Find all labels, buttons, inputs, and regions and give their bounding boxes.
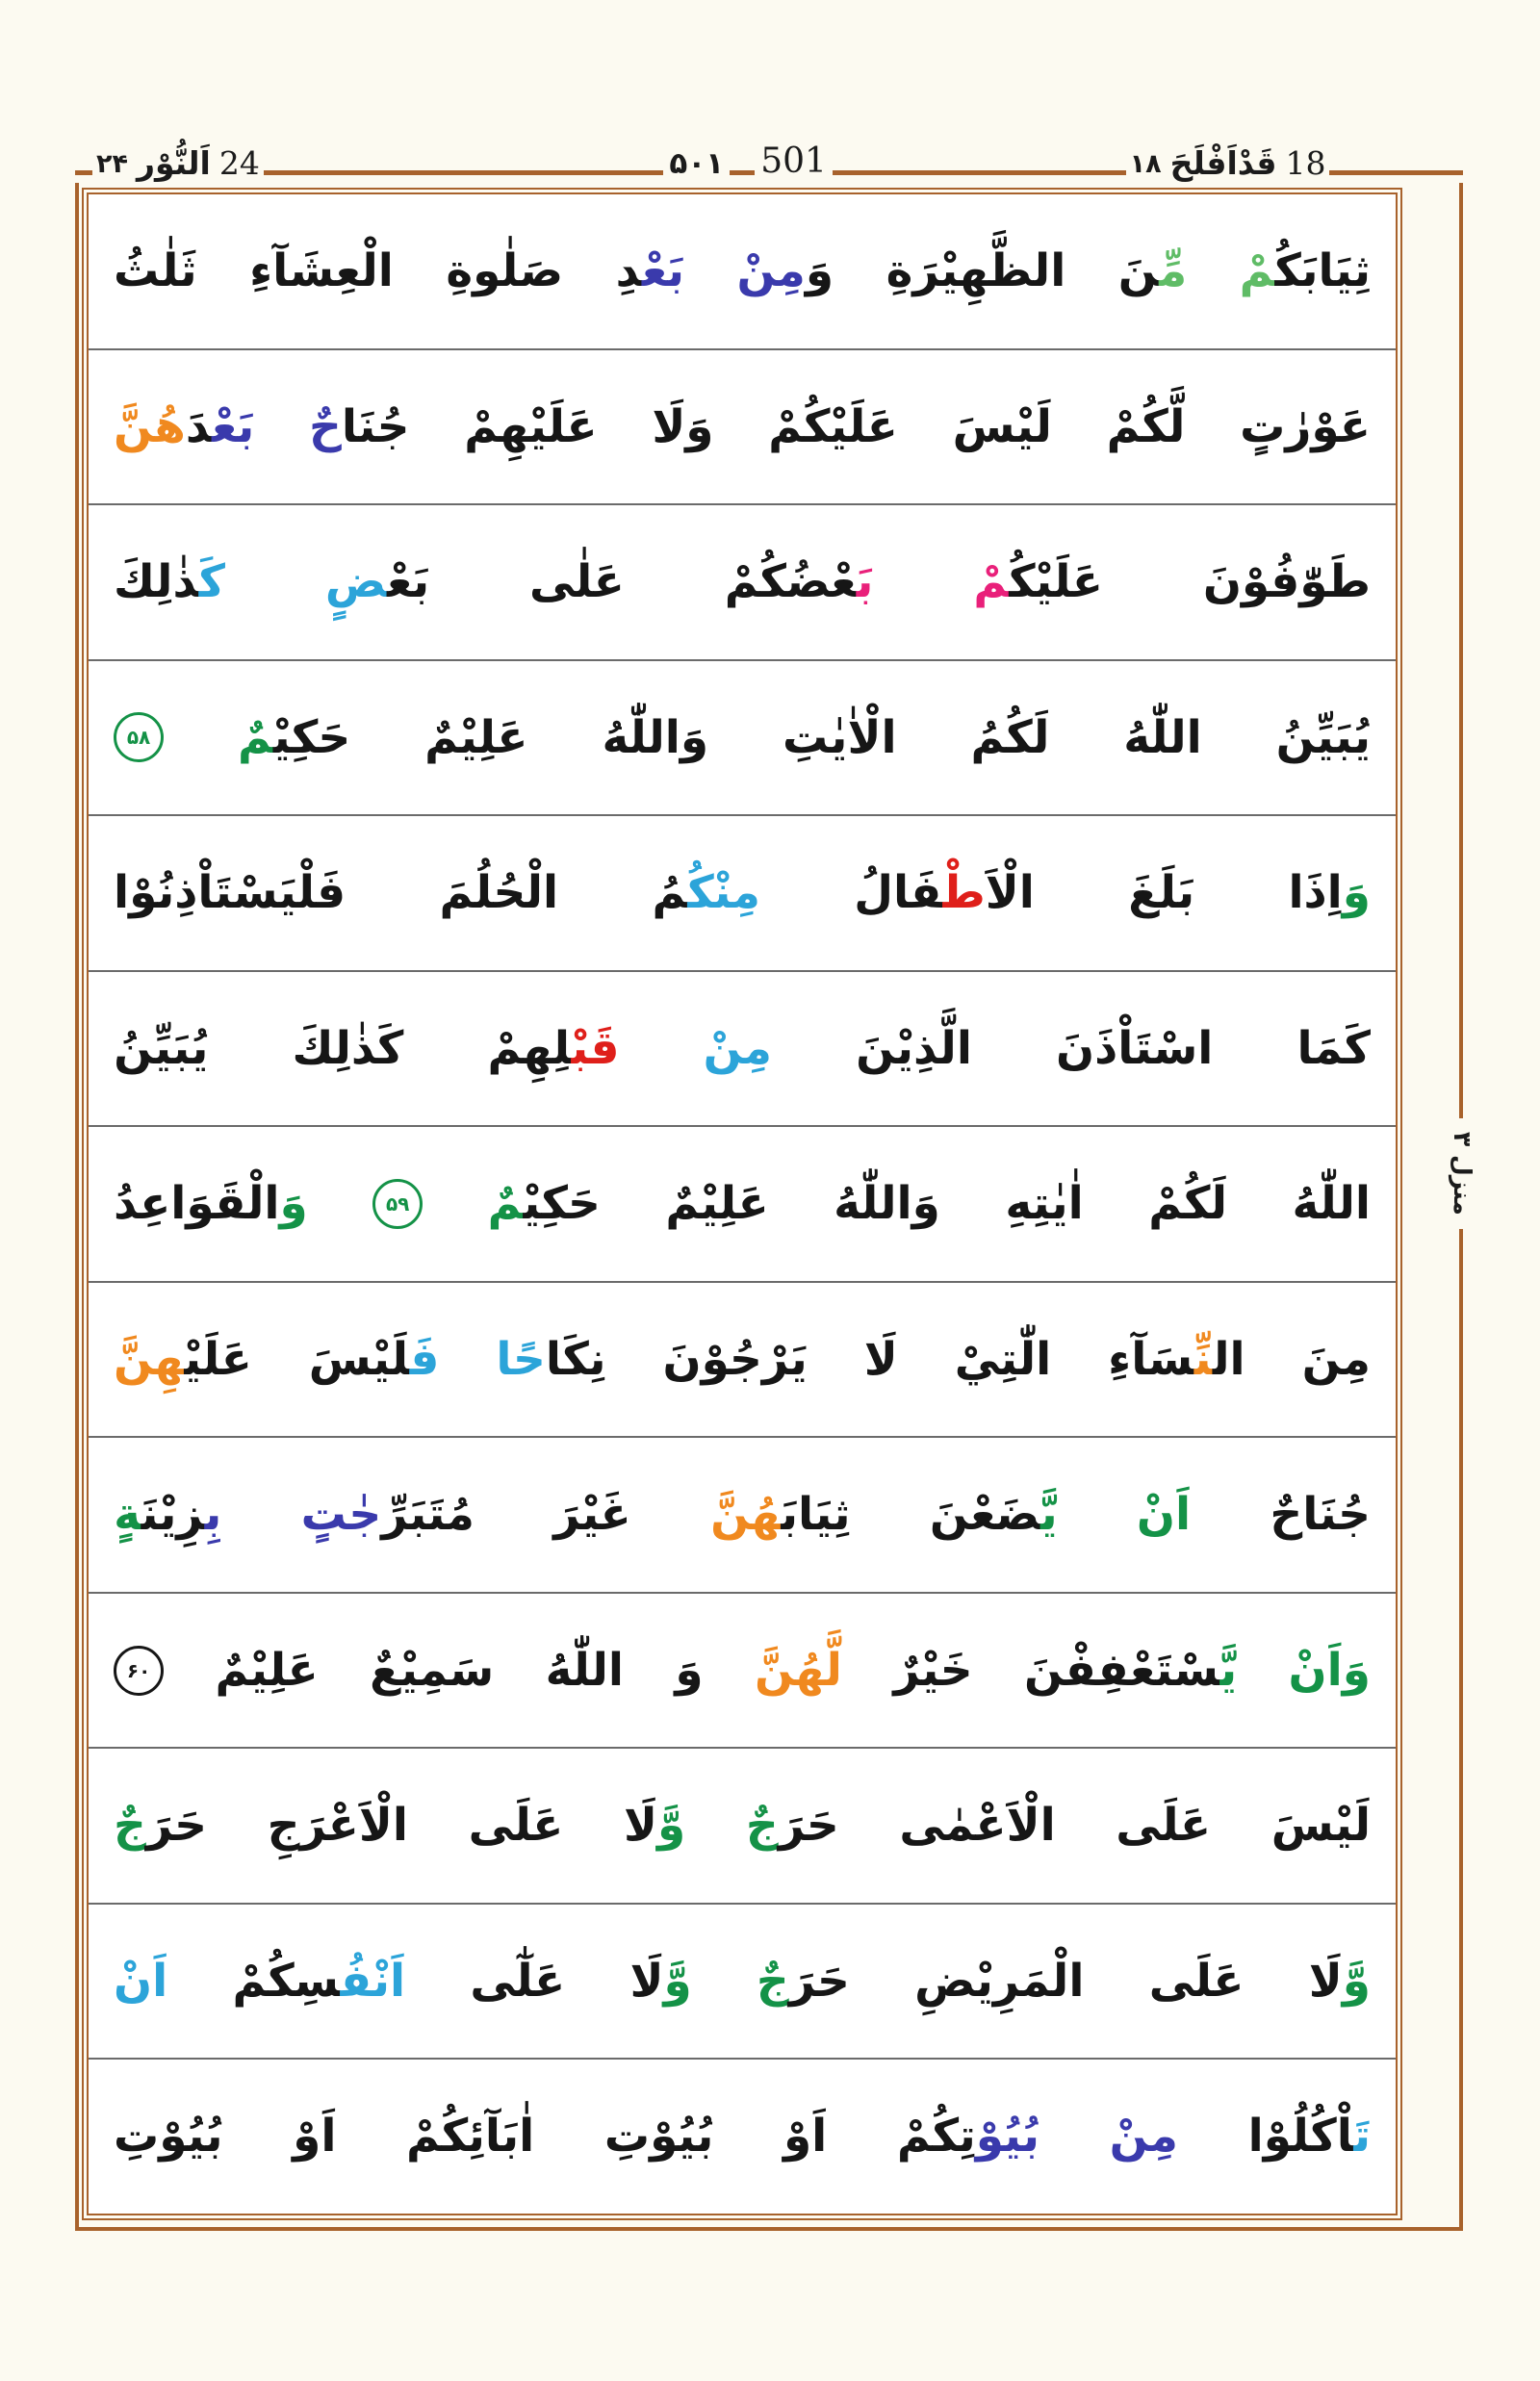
text-segment: اِذَا: [1288, 866, 1343, 920]
text-segment: عَلَى: [1116, 1799, 1212, 1853]
word: [1110, 2093, 1178, 2179]
manzil-label: منزل ۳: [1448, 1118, 1477, 1229]
text-segment: دَ: [185, 399, 213, 453]
word: [725, 539, 874, 625]
word: [893, 1627, 972, 1713]
text-segment: سَمِيْعٌ: [370, 1643, 495, 1697]
text-segment: حَرَ: [788, 1954, 850, 2008]
word: [546, 1627, 624, 1713]
page-number-arabic: ۵۰۱: [669, 146, 725, 181]
word: [746, 1782, 839, 1868]
word: [1203, 539, 1371, 625]
word: [446, 228, 563, 314]
juz-title: [1126, 144, 1330, 182]
word: [1240, 384, 1371, 470]
text-segment: دِ: [615, 244, 642, 298]
text-segment: اَنْفُ: [340, 1954, 406, 2008]
word: [1118, 228, 1187, 314]
text-segment: جٰتٍ: [300, 1488, 382, 1542]
word: [856, 1006, 972, 1091]
text-segment: الْاَ: [985, 866, 1035, 920]
word: [834, 1161, 940, 1246]
text-segment: جٌ: [745, 1799, 779, 1853]
text-segment: اٰيٰتِهِ: [1005, 1177, 1084, 1231]
text-segment: عَلَيْكُ: [1009, 555, 1104, 609]
word: [736, 228, 834, 314]
word: [652, 850, 759, 935]
text-segment: اللّٰهُ: [1292, 1177, 1371, 1231]
word: [1302, 1317, 1371, 1402]
word: [370, 1627, 494, 1713]
text-segment: بُيُوْتِ: [603, 2110, 714, 2163]
word: [232, 1938, 405, 2024]
page-header: [75, 117, 1463, 182]
text-segment: الّٰتِيْ: [954, 1332, 1052, 1386]
word: [114, 1782, 207, 1868]
text-segment: عَلَيْ: [184, 1332, 252, 1386]
text-segment: وَّ: [1342, 1954, 1371, 2008]
word: [268, 1782, 408, 1868]
text-segment: اللّٰهُ: [545, 1643, 625, 1697]
text-segment: عَلٰٓى: [470, 1954, 566, 2008]
surah-name: اَلنُّوْر: [136, 144, 211, 182]
word: [1128, 850, 1194, 935]
word: [114, 1006, 208, 1091]
text-segment: لِهِمْ: [487, 1021, 572, 1075]
word: [1276, 695, 1371, 781]
text-segment: ذٰلِكَ: [114, 555, 199, 609]
text-segment: عَلَى: [1148, 1954, 1245, 2008]
text-segment: مْ: [973, 555, 1010, 609]
word: [783, 2093, 827, 2179]
text-segment: زِيْنَ: [141, 1488, 205, 1542]
text-segment: سْتَعْفِفْنَ: [1024, 1643, 1220, 1697]
text-segment: نِّ: [1194, 1332, 1213, 1386]
text-segment: مِنْكُ: [687, 866, 760, 920]
word: [1289, 1627, 1371, 1713]
text-segment: مِنْ: [1109, 2110, 1179, 2163]
text-segment: كَمَا: [1296, 1021, 1371, 1075]
text-segment: ضَعْنَ: [929, 1488, 1040, 1542]
text-segment: الْاٰيٰتِ: [783, 710, 897, 764]
text-segment: جٌ: [114, 1799, 146, 1853]
word: [675, 1627, 703, 1713]
text-segment: مٌ: [237, 710, 273, 764]
quran-line: [89, 503, 1396, 659]
text-segment: لَا: [1308, 1954, 1343, 2008]
text-segment: وَاللّٰهُ: [834, 1177, 940, 1231]
word: [755, 1627, 842, 1713]
word: [1271, 1782, 1371, 1868]
text-segment: ثَلٰثُ: [114, 244, 197, 298]
word: [1270, 1472, 1371, 1557]
word: [1288, 850, 1371, 935]
word: [1248, 2093, 1371, 2179]
quran-line: [89, 1125, 1396, 1281]
text-segment: بِ: [204, 1488, 222, 1542]
word: [1116, 1782, 1211, 1868]
quran-line: [89, 1747, 1396, 1903]
word: [768, 384, 898, 470]
text-segment: نَ: [1117, 244, 1160, 298]
text-segment: بَ: [856, 555, 874, 609]
text-segment: عَلٰى: [529, 555, 625, 609]
header-rule: [75, 170, 92, 175]
quran-line: [89, 1436, 1396, 1592]
text-segment: مُ: [652, 866, 688, 920]
text-segment: لَكُمُ: [970, 710, 1050, 764]
text-segment: حَرَ: [145, 1799, 208, 1853]
text-segment: وَّ: [663, 1954, 692, 2008]
word: [114, 384, 254, 470]
text-segment: عْضُكُمْ: [724, 555, 857, 609]
word: [604, 2093, 714, 2179]
word: [1024, 1627, 1237, 1713]
text-segment: ثِيَابَكُ: [1274, 244, 1371, 298]
juz-number-urdu: ۱۸: [1129, 149, 1162, 179]
text-segment: طْ: [942, 866, 986, 920]
text-segment: جٌ: [756, 1954, 789, 2008]
text-segment: وَ: [675, 1643, 704, 1697]
word: [652, 384, 713, 470]
word: [215, 1627, 318, 1713]
word: [953, 384, 1052, 470]
word: [665, 1161, 768, 1246]
text-segment: الْقَوَاعِدُ: [114, 1177, 280, 1231]
text-segment: ثِيَابَ: [781, 1488, 851, 1542]
word: [1149, 1938, 1245, 2024]
word: [1056, 1006, 1213, 1091]
text-segment: عَلِيْمٌ: [424, 710, 528, 764]
word: [662, 1317, 807, 1402]
word: [886, 228, 1066, 314]
juz-name: قَدْاَفْلَحَ: [1169, 144, 1277, 182]
word: [114, 539, 225, 625]
word: [1309, 1938, 1371, 2024]
text-segment: هُنَّ: [710, 1488, 782, 1542]
word: [529, 539, 625, 625]
word: [1123, 695, 1201, 781]
text-segment: ال: [1212, 1332, 1245, 1386]
header-rule: [1329, 170, 1463, 175]
word: [292, 1006, 403, 1091]
word: [114, 1938, 167, 2024]
word: [783, 695, 897, 781]
verse-marker: ۵۸: [114, 712, 164, 762]
text-segment: عَلِيْمٌ: [665, 1177, 769, 1231]
word: [469, 1782, 564, 1868]
text-segment: وَاَنْ: [1288, 1643, 1371, 1697]
text-segment: قَبْ: [571, 1021, 620, 1075]
word: [301, 1472, 475, 1557]
text-segment: مِّ: [1159, 244, 1188, 298]
quran-line: [89, 1592, 1396, 1748]
text-segment: لَا: [624, 1799, 657, 1853]
word: [439, 850, 558, 935]
word: [406, 2093, 534, 2179]
word: [704, 1006, 772, 1091]
text-segment: حٌ: [308, 399, 342, 453]
header-rule: [730, 170, 755, 175]
text-segment: بَلَغَ: [1128, 866, 1195, 920]
text-segment: سَآءِ: [1108, 1332, 1194, 1386]
inner-frame: [87, 192, 1398, 2215]
text-segment: الَّذِيْنَ: [856, 1021, 972, 1075]
text-segment: تَ: [1353, 2110, 1371, 2163]
word: [757, 1938, 850, 2024]
text-segment: وَلَا: [652, 399, 714, 453]
text-segment: الظَّهِيْرَةِ: [886, 244, 1066, 298]
quran-line: [89, 814, 1396, 970]
text-segment: حًا: [496, 1332, 546, 1386]
header-rule: [264, 170, 664, 175]
text-segment: اَوْ: [783, 2110, 828, 2163]
text-segment: مِنْ: [736, 244, 806, 298]
text-segment: غَيْرَ: [553, 1488, 631, 1542]
text-segment: نِكَا: [545, 1332, 606, 1386]
text-segment: اَوْ: [293, 2110, 337, 2163]
text-segment: لَّهُنَّ: [754, 1643, 842, 1697]
text-segment: بَعْ: [641, 244, 685, 298]
word: [914, 1938, 1084, 2024]
text-segment: يُبَيِّنُ: [1275, 710, 1371, 764]
text-segment: عَلِيْمٌ: [215, 1643, 319, 1697]
word: [325, 539, 429, 625]
word: [114, 850, 346, 935]
word: [971, 695, 1050, 781]
surah-title: [92, 144, 264, 182]
text-segment: بَعْ: [212, 399, 255, 453]
word: [309, 1317, 440, 1402]
word: [710, 1472, 850, 1557]
text-segment: فَلْيَسْتَاْذِنُوْا: [114, 866, 346, 920]
text-segment: عَلَيْكُمْ: [768, 399, 898, 453]
word: [899, 1782, 1055, 1868]
text-segment: اٰبَآئِكُمْ: [406, 2110, 535, 2163]
word: [1293, 1161, 1371, 1246]
text-segment: مُتَبَرِّ: [381, 1488, 475, 1542]
word: [487, 1006, 619, 1091]
text-segment: اْكُلُوْا: [1247, 2110, 1354, 2163]
verse-marker: ۶۰: [114, 1646, 164, 1696]
text-segment: عَلَى: [468, 1799, 564, 1853]
text-segment: الْحُلُمَ: [439, 866, 559, 920]
word: [864, 1317, 898, 1402]
text-segment: اسْتَاْذَنَ: [1056, 1021, 1214, 1075]
text-segment: اللّٰهُ: [1123, 710, 1202, 764]
word: [1005, 1161, 1083, 1246]
text-segment: ضٍ: [324, 555, 387, 609]
page-number-latin: 501: [760, 141, 827, 181]
text-segment: حَكِيْ: [523, 1177, 601, 1231]
text-box: [89, 194, 1396, 2214]
word: [930, 1472, 1058, 1557]
text-segment: حَكِيْ: [272, 710, 351, 764]
word: [616, 228, 684, 314]
word: [1240, 228, 1371, 314]
word: [114, 228, 197, 314]
word: [114, 1317, 252, 1402]
word: [238, 695, 350, 781]
word: [1297, 1006, 1372, 1091]
text-segment: بَعْ: [386, 555, 430, 609]
text-segment: فَالُ: [854, 866, 943, 920]
text-segment: لَا: [629, 1954, 664, 2008]
text-segment: لَا: [863, 1332, 898, 1386]
text-segment: كَذٰلِكَ: [292, 1021, 404, 1075]
word: [629, 1938, 691, 2024]
quran-line: [89, 659, 1396, 815]
text-segment: كَ: [198, 555, 225, 609]
text-segment: بُيُوْتِ: [114, 2110, 223, 2163]
word: [114, 2093, 223, 2179]
word: [114, 1472, 221, 1557]
text-segment: هِنَّ: [114, 1332, 185, 1386]
word: [602, 695, 708, 781]
word: [1107, 384, 1186, 470]
text-segment: وَ: [279, 1177, 308, 1231]
quran-line: [89, 1281, 1396, 1437]
text-segment: وَ: [805, 244, 834, 298]
text-segment: ةٍ: [114, 1488, 141, 1542]
word: [424, 695, 527, 781]
text-segment: مْ: [1239, 244, 1275, 298]
text-segment: فَ: [409, 1332, 440, 1386]
text-segment: يَّ: [1040, 1488, 1058, 1542]
text-segment: الْمَرِيْضِ: [914, 1954, 1085, 2008]
text-segment: الْعِشَآءِ: [249, 244, 394, 298]
text-segment: بُيُوْ: [975, 2110, 1040, 2163]
text-segment: هُنَّ: [114, 399, 186, 453]
word: [114, 1161, 308, 1246]
text-segment: لَيْسَ: [952, 399, 1052, 453]
text-segment: وَاللّٰهُ: [602, 710, 709, 764]
word: [854, 850, 1035, 935]
text-segment: جُنَاحٌ: [1270, 1488, 1371, 1542]
word: [955, 1317, 1052, 1402]
outer-frame: [75, 183, 1476, 2231]
quran-line: [89, 348, 1396, 504]
word: [973, 539, 1103, 625]
text-segment: سِكُمْ: [232, 1954, 341, 2008]
quran-line: [89, 194, 1396, 348]
text-segment: يَرْجُوْنَ: [662, 1332, 808, 1386]
text-segment: صَلٰوةِ: [446, 244, 564, 298]
text-segment: وَّ: [657, 1799, 686, 1853]
word: [496, 1317, 605, 1402]
quran-line: [89, 2058, 1396, 2214]
text-segment: مِنَ: [1301, 1332, 1371, 1386]
text-segment: عَلَيْهِمْ: [464, 399, 598, 453]
word: [309, 384, 410, 470]
text-segment: يَّ: [1219, 1643, 1238, 1697]
text-segment: وَ: [1342, 866, 1371, 920]
text-segment: اَنْ: [1136, 1488, 1192, 1542]
word: [464, 384, 597, 470]
juz-number-latin: 18: [1285, 144, 1326, 182]
text-segment: طَوّٰفُوْنَ: [1202, 555, 1371, 609]
text-segment: لَكُمْ: [1148, 1177, 1228, 1231]
text-segment: مٌ: [487, 1177, 524, 1231]
text-segment: حَرَ: [778, 1799, 839, 1853]
word: [470, 1938, 565, 2024]
text-segment: اَنْ: [114, 1954, 168, 2008]
text-segment: جُنَا: [341, 399, 410, 453]
text-segment: لَيْسَ: [1270, 1799, 1371, 1853]
text-segment: لَيْسَ: [308, 1332, 410, 1386]
word: [249, 228, 394, 314]
text-segment: مِنْ: [703, 1021, 772, 1075]
word: [1148, 1161, 1227, 1246]
word: [897, 2093, 1040, 2179]
word: [293, 2093, 336, 2179]
text-segment: الْاَعْرَجِ: [267, 1799, 408, 1853]
header-rule: [833, 170, 1126, 175]
text-segment: عَوْرٰتٍ: [1240, 399, 1371, 453]
quran-line: [89, 1903, 1396, 2059]
word: [553, 1472, 631, 1557]
text-segment: تِكُمْ: [896, 2110, 976, 2163]
text-segment: يُبَيِّنُ: [114, 1021, 209, 1075]
text-segment: الْاَعْمٰى: [899, 1799, 1056, 1853]
word: [624, 1782, 685, 1868]
text-segment: خَيْرٌ: [893, 1643, 973, 1697]
text-segment: لَّكُمْ: [1106, 399, 1186, 453]
quran-line: [89, 970, 1396, 1126]
word: [488, 1161, 601, 1246]
surah-number-latin: 24: [218, 144, 260, 182]
word: [1137, 1472, 1191, 1557]
surah-number-urdu: ۲۴: [96, 149, 128, 179]
verse-marker: ۵۹: [372, 1179, 423, 1229]
word: [1108, 1317, 1245, 1402]
